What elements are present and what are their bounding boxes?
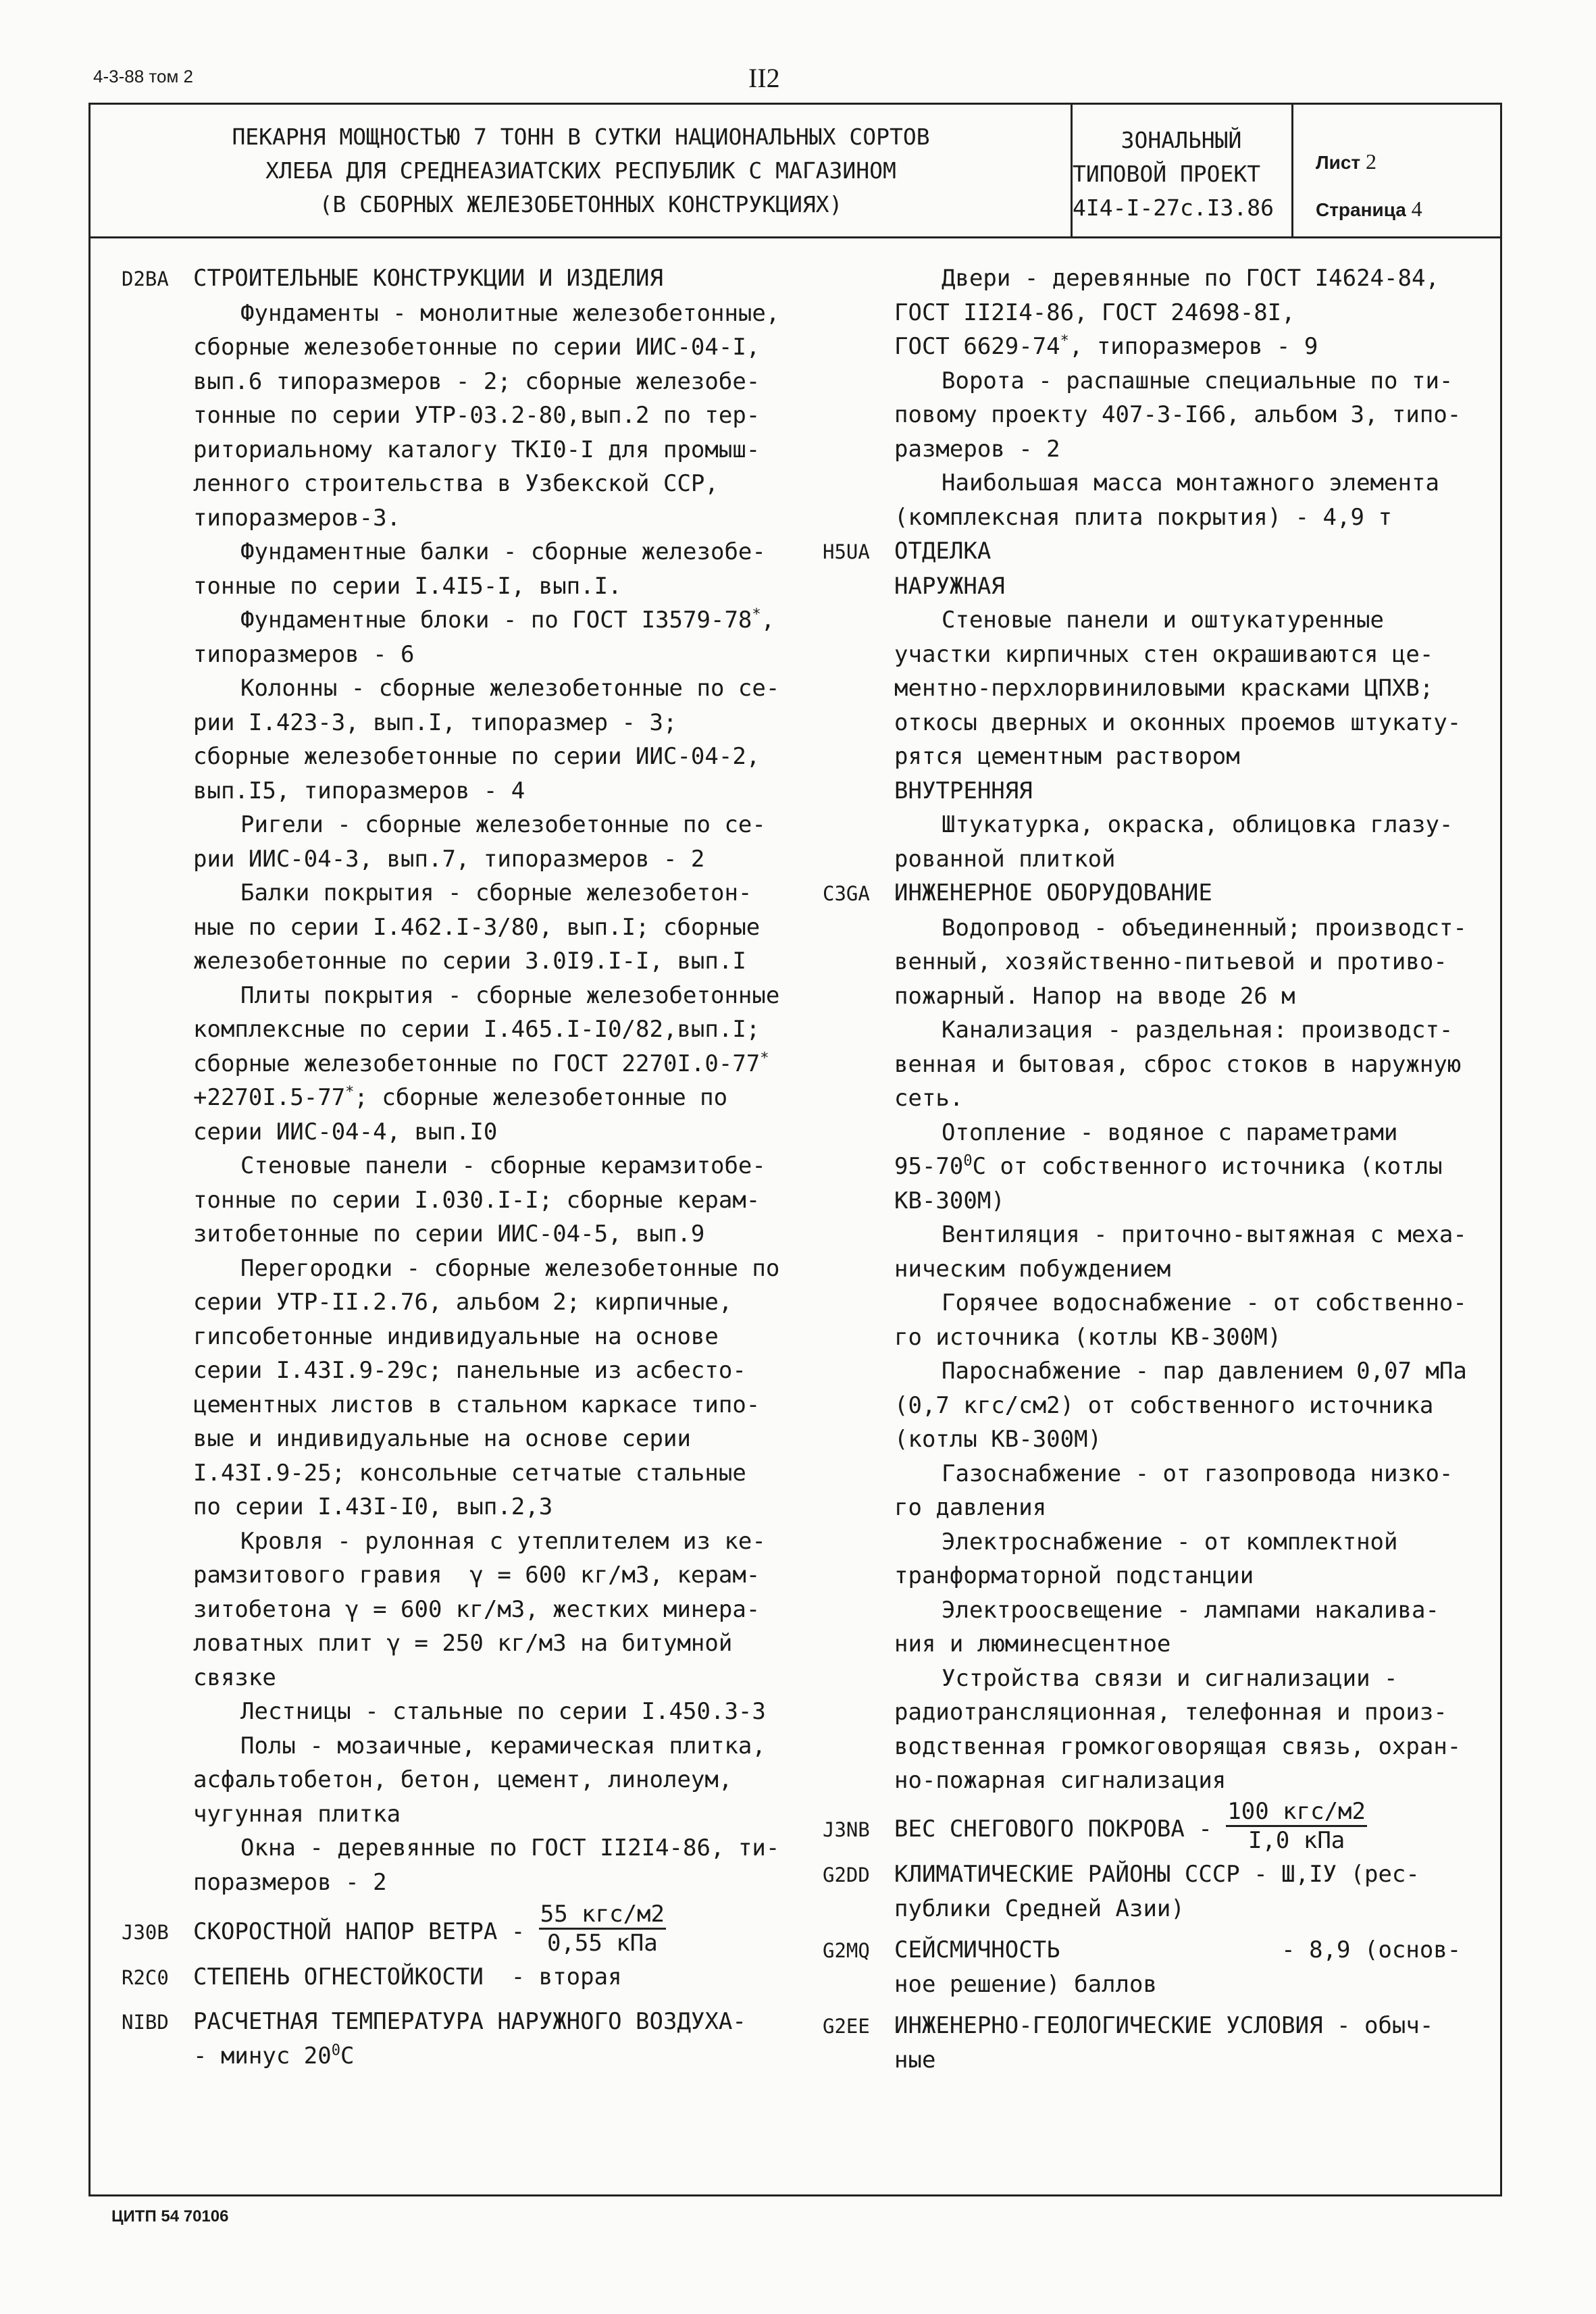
text-line bbox=[823, 740, 1467, 774]
text: рии I.423-3, вып.I, типоразмер - 3; bbox=[193, 709, 677, 736]
project-line: ТИПОВОЙ ПРОЕКТ bbox=[1073, 161, 1261, 187]
section-heading bbox=[122, 2005, 779, 2040]
subsection-heading bbox=[823, 774, 1467, 808]
text-line bbox=[122, 603, 779, 638]
section-code: G2EE bbox=[823, 2014, 870, 2038]
text-line bbox=[122, 1320, 779, 1354]
text: тонные по серии I.030.I-I; сборные керам- bbox=[193, 1186, 761, 1214]
text-line bbox=[823, 296, 1467, 330]
text-line bbox=[122, 1081, 779, 1115]
text: Фундаментные балки - сборные железобе- bbox=[240, 538, 766, 565]
text: +2270I.5-77 bbox=[193, 1084, 346, 1111]
text-line bbox=[823, 671, 1467, 706]
text-line bbox=[823, 911, 1467, 946]
section-code: G2DD bbox=[823, 1863, 870, 1886]
text-line bbox=[122, 910, 779, 945]
section-title: ВЕС СНЕГОВОГО ПОКРОВА - bbox=[894, 1815, 1227, 1843]
sheet-value: 2 bbox=[1365, 149, 1376, 174]
title-line: ХЛЕБА ДЛЯ СРЕДНЕАЗИАТСКИХ РЕСПУБЛИК С МАГАЗИНОМ bbox=[265, 157, 896, 184]
text: ; сборные железобетонные по bbox=[354, 1084, 728, 1111]
text: ВНУТРЕННЯЯ bbox=[894, 777, 1033, 804]
text: Балки покрытия - сборные железобетон- bbox=[240, 879, 752, 906]
text-line bbox=[122, 1149, 779, 1183]
text-line bbox=[122, 944, 779, 979]
text-line bbox=[823, 1525, 1467, 1560]
text: Вентиляция - приточно-вытяжная с меха- bbox=[942, 1221, 1467, 1248]
text: ГОСТ II2I4-86, ГОСТ 24698-8I, bbox=[894, 299, 1295, 326]
text-line bbox=[122, 1422, 779, 1456]
text-line bbox=[823, 261, 1467, 296]
section-heading bbox=[823, 876, 1467, 911]
text: водственная громкоговорящая связь, охран- bbox=[894, 1732, 1462, 1760]
asterisk-mark: * bbox=[752, 606, 761, 623]
text-line bbox=[122, 330, 779, 365]
section-title: РАСЧЕТНАЯ ТЕМПЕРАТУРА НАРУЖНОГО ВОЗДУХА- bbox=[193, 2007, 746, 2035]
section-title: СЕЙСМИЧНОСТЬ - 8,9 (основ- bbox=[894, 1936, 1462, 1963]
section-title: СКОРОСТНОЙ НАПОР ВЕТРА - bbox=[193, 1918, 539, 1945]
text: Ворота - распашные специальные по ти- bbox=[942, 367, 1453, 394]
text: венная и бытовая, сброс стоков в наружную bbox=[894, 1050, 1462, 1078]
text-line bbox=[122, 1626, 779, 1661]
project-line: ЗОНАЛЬНЫЙ bbox=[1121, 127, 1242, 153]
title-line: (В СБОРНЫХ ЖЕЛЕЗОБЕТОННЫХ КОНСТРУКЦИЯХ) bbox=[319, 191, 843, 217]
text-line bbox=[122, 808, 779, 842]
section-heading bbox=[122, 261, 779, 297]
section-code: H5UA bbox=[823, 540, 870, 563]
title-block-column-divider bbox=[1291, 103, 1293, 236]
text-line bbox=[823, 1354, 1467, 1389]
text-line bbox=[823, 1286, 1467, 1320]
text-line bbox=[122, 671, 779, 706]
text: типоразмеров - 6 bbox=[193, 640, 415, 668]
snow-load-fraction bbox=[1226, 1798, 1367, 1854]
text: (комплексная плита покрытия) - 4,9 т bbox=[894, 503, 1392, 531]
section-title: КЛИМАТИЧЕСКИЕ РАЙОНЫ СССР - Ш,IУ (рес- bbox=[894, 1860, 1420, 1888]
text-line bbox=[823, 1081, 1467, 1116]
text-line bbox=[122, 1456, 779, 1491]
text-line bbox=[823, 1048, 1467, 1082]
text-line bbox=[823, 1695, 1467, 1730]
text: пожарный. Напор на вводе 26 м bbox=[894, 982, 1295, 1010]
text: по серии I.43I-I0, вып.2,3 bbox=[193, 1493, 553, 1520]
text: Перегородки - сборные железобетонные по bbox=[240, 1254, 780, 1282]
text-line bbox=[823, 1389, 1467, 1423]
page-number: II2 bbox=[748, 63, 780, 93]
text-line bbox=[122, 1797, 779, 1832]
left-column bbox=[122, 261, 779, 2074]
text: I.43I.9-25; консольные сетчатые стальные bbox=[193, 1459, 746, 1487]
text-line bbox=[823, 808, 1467, 842]
section-heading bbox=[823, 1797, 1467, 1855]
section-code: C3GA bbox=[823, 882, 870, 905]
text: серии ИИС-04-4, вып.I0 bbox=[193, 1118, 498, 1146]
text-line bbox=[823, 500, 1467, 535]
text-line bbox=[823, 1013, 1467, 1048]
text: сборные железобетонные по серии ИИС-04-2, bbox=[193, 743, 761, 770]
text: вып.I5, типоразмеров - 4 bbox=[193, 777, 525, 804]
subsection-heading bbox=[823, 569, 1467, 604]
text-line bbox=[823, 1892, 1467, 1926]
text-line bbox=[122, 1217, 779, 1252]
fraction-denominator: 0,55 кПа bbox=[546, 1930, 658, 1957]
text: венный, хозяйственно-питьевой и противо- bbox=[894, 948, 1447, 975]
section-title: ИНЖЕНЕРНОЕ ОБОРУДОВАНИЕ bbox=[894, 879, 1212, 906]
text: асфальтобетон, бетон, цемент, линолеум, bbox=[193, 1766, 733, 1793]
text: , типоразмеров - 9 bbox=[1069, 333, 1318, 360]
section-code: R2C0 bbox=[122, 1966, 169, 1989]
text-line bbox=[122, 1047, 779, 1081]
text-line bbox=[823, 330, 1467, 364]
text-line bbox=[122, 1115, 779, 1150]
text-line bbox=[122, 1729, 779, 1764]
text-line bbox=[823, 1559, 1467, 1593]
section-heading bbox=[823, 1933, 1467, 1968]
text: 95-70 bbox=[894, 1153, 964, 1180]
text-line bbox=[823, 1252, 1467, 1287]
text-line bbox=[823, 466, 1467, 500]
text-line bbox=[823, 1593, 1467, 1628]
text-line bbox=[122, 1354, 779, 1388]
text-line bbox=[823, 1184, 1467, 1218]
fraction-numerator: 100 кгс/м2 bbox=[1226, 1798, 1367, 1827]
text-line bbox=[823, 706, 1467, 740]
section-code: J3NB bbox=[823, 1818, 870, 1841]
text: сеть. bbox=[894, 1085, 964, 1112]
text: Стеновые панели - сборные керамзитобе- bbox=[240, 1152, 766, 1179]
text-line bbox=[122, 638, 779, 672]
text: тонные по серии I.4I5-I, вып.I. bbox=[193, 572, 622, 600]
text-line bbox=[823, 1491, 1467, 1525]
section-heading bbox=[823, 1857, 1467, 1893]
text: Устройства связи и сигнализации - bbox=[942, 1664, 1398, 1692]
text: радиотрансляционная, телефонная и произ- bbox=[894, 1699, 1447, 1726]
document-reference: 4-3-88 том 2 bbox=[93, 66, 194, 86]
text: чугунная плитка bbox=[193, 1800, 401, 1828]
text: откосы дверных и оконных проемов штукату- bbox=[894, 709, 1462, 736]
text: Фундаментные блоки - по ГОСТ I3579-78 bbox=[240, 607, 752, 634]
text: - минус 20 bbox=[193, 2042, 332, 2069]
text: Фундаменты - монолитные железобетонные, bbox=[240, 299, 780, 327]
text-line bbox=[122, 1524, 779, 1559]
text: ническим побуждением bbox=[894, 1255, 1171, 1283]
text: но-пожарная сигнализация bbox=[894, 1767, 1227, 1794]
text: НАРУЖНАЯ bbox=[894, 572, 1005, 600]
text-line bbox=[823, 1218, 1467, 1252]
text: Пароснабжение - пар давлением 0,07 мПа bbox=[942, 1358, 1467, 1385]
text: рамзитового гравия γ = 600 кг/м3, керам- bbox=[193, 1562, 761, 1589]
text: размеров - 2 bbox=[894, 435, 1060, 463]
text: сборные железобетонные по ГОСТ 2270I.0-77 bbox=[193, 1050, 761, 1077]
text-line bbox=[122, 1183, 779, 1218]
page-index bbox=[1316, 178, 1422, 241]
text-line bbox=[122, 569, 779, 604]
text: С от собственного источника (котлы bbox=[972, 1153, 1443, 1180]
text-line bbox=[823, 364, 1467, 398]
text: го давления bbox=[894, 1494, 1047, 1521]
sheet-label: Лист bbox=[1316, 152, 1361, 173]
section-heading bbox=[823, 534, 1467, 569]
text: ленного строительства в Узбекской ССР, bbox=[193, 470, 719, 497]
text-line bbox=[122, 774, 779, 808]
text-line bbox=[122, 1558, 779, 1593]
text-line bbox=[122, 1695, 779, 1729]
text: Лестницы - стальные по серии I.450.3-3 bbox=[240, 1698, 766, 1725]
text-line bbox=[122, 535, 779, 569]
section-heading bbox=[823, 2009, 1467, 2044]
text-line bbox=[122, 740, 779, 774]
text: типоразмеров-3. bbox=[193, 504, 401, 532]
text: зитобетона γ = 600 кг/м3, жестких минера- bbox=[193, 1595, 761, 1623]
text-line bbox=[122, 297, 779, 331]
text: поразмеров - 2 bbox=[193, 1868, 387, 1896]
text-line bbox=[823, 1968, 1467, 2002]
text: рятся цементным раствором bbox=[894, 743, 1240, 770]
text-line bbox=[823, 979, 1467, 1014]
text-line bbox=[823, 1150, 1467, 1184]
text: Ригели - сборные железобетонные по се- bbox=[240, 811, 766, 838]
text: Наибольшая масса монтажного элемента bbox=[942, 469, 1439, 496]
degree-mark: 0 bbox=[331, 2042, 340, 2059]
text: Полы - мозаичные, керамическая плитка, bbox=[240, 1732, 766, 1759]
text: Отопление - водяное с параметрами bbox=[942, 1119, 1398, 1146]
text-line bbox=[823, 1422, 1467, 1457]
text-line bbox=[823, 1116, 1467, 1150]
text: Штукатурка, окраска, облицовка глазу- bbox=[942, 811, 1453, 838]
text: рованной плиткой bbox=[894, 845, 1116, 873]
text: сборные железобетонные по серии ИИС-04-I, bbox=[193, 334, 761, 361]
text: цементных листов в стальном каркасе типо- bbox=[193, 1391, 761, 1418]
section-heading bbox=[122, 1960, 779, 1995]
text: (котлы КВ-300М) bbox=[894, 1426, 1102, 1453]
text: Двери - деревянные по ГОСТ I4624-84, bbox=[942, 265, 1439, 292]
fraction-numerator: 55 кгс/м2 bbox=[539, 1901, 666, 1930]
text: тонные по серии УТР-03.2-80,вып.2 по тер- bbox=[193, 402, 761, 429]
text: Электроосвещение - лампами накалива- bbox=[942, 1596, 1439, 1624]
text: С bbox=[340, 2042, 355, 2069]
page-value: 4 bbox=[1411, 197, 1422, 221]
text-line bbox=[823, 1627, 1467, 1662]
text-line bbox=[122, 1866, 779, 1900]
text-line bbox=[823, 945, 1467, 979]
text: участки кирпичных стен окрашиваются це- bbox=[894, 640, 1434, 668]
text: Окна - деревянные по ГОСТ II2I4-86, ти- bbox=[240, 1834, 780, 1861]
text-line bbox=[122, 365, 779, 399]
text: серии УТР-II.2.76, альбом 2; кирпичные, bbox=[193, 1289, 733, 1316]
text: серии I.43I.9-29с; панельные из асбесто- bbox=[193, 1357, 746, 1384]
text: ловатных плит γ = 250 кг/м3 на битумной bbox=[193, 1630, 733, 1657]
printer-stamp: ЦИТП 54 70106 bbox=[111, 2207, 229, 2226]
text-line bbox=[823, 1662, 1467, 1696]
asterisk-mark: * bbox=[345, 1083, 355, 1101]
text: комплексные по серии I.465.I-I0/82,вып.I; bbox=[193, 1016, 761, 1043]
section-code: NIBD bbox=[122, 2010, 169, 2034]
text-line bbox=[122, 1285, 779, 1320]
text: связке bbox=[193, 1664, 276, 1691]
project-code: 4I4-I-27с.I3.86 bbox=[1073, 195, 1275, 221]
text: повому проекту 407-3-I66, альбом 3, типо- bbox=[894, 401, 1462, 428]
text: КВ-300М) bbox=[894, 1187, 1005, 1214]
title-line: ПЕКАРНЯ МОЩНОСТЬЮ 7 ТОНН В СУТКИ НАЦИОНАЛЬНЫХ СОРТОВ bbox=[232, 124, 930, 150]
text-line bbox=[122, 2039, 779, 2074]
text-line bbox=[823, 398, 1467, 432]
section-title: СТРОИТЕЛЬНЫЕ КОНСТРУКЦИИ И ИЗДЕЛИЯ bbox=[193, 265, 663, 292]
text: Канализация - раздельная: производст- bbox=[942, 1017, 1453, 1044]
project-title bbox=[95, 120, 1067, 222]
text-line bbox=[823, 842, 1467, 877]
text: ные по серии I.462.I-3/80, вып.I; сборные bbox=[193, 913, 761, 941]
section-code: D2BA bbox=[122, 267, 169, 290]
fraction-denominator: I,0 кПа bbox=[1247, 1826, 1345, 1854]
text-line bbox=[122, 1661, 779, 1695]
text-line bbox=[122, 1831, 779, 1866]
asterisk-mark: * bbox=[1060, 332, 1069, 350]
text-line bbox=[122, 979, 779, 1013]
text: Стеновые панели и оштукатуренные bbox=[942, 607, 1385, 634]
section-title: СТЕПЕНЬ ОГНЕСТОЙКОСТИ - вторая bbox=[193, 1963, 622, 1990]
text-line bbox=[122, 1252, 779, 1286]
text-line bbox=[122, 706, 779, 740]
text: Газоснабжение - от газопровода низко- bbox=[942, 1460, 1453, 1487]
text-line bbox=[122, 842, 779, 877]
text: Колонны - сборные железобетонные по се- bbox=[240, 675, 780, 702]
text: ния и люминесцентное bbox=[894, 1630, 1171, 1657]
sheet-cell bbox=[1316, 130, 1422, 241]
page-label: Страница bbox=[1316, 199, 1406, 220]
project-type-cell bbox=[1073, 124, 1290, 225]
text-line bbox=[823, 1730, 1467, 1764]
text: железобетонные по серии 3.0I9.I-I, вып.I bbox=[193, 948, 746, 975]
text-line bbox=[122, 1012, 779, 1047]
section-title: ИНЖЕНЕРНО-ГЕОЛОГИЧЕСКИЕ УСЛОВИЯ - обыч- bbox=[894, 2011, 1434, 2039]
degree-mark: 0 bbox=[963, 1152, 973, 1170]
text: Водопровод - объединенный; производст- bbox=[942, 914, 1467, 942]
text-line bbox=[122, 1593, 779, 1627]
text: Кровля - рулонная с утеплителем из ке- bbox=[240, 1527, 766, 1555]
text-line bbox=[823, 1764, 1467, 1798]
section-title: ОТДЕЛКА bbox=[894, 538, 992, 565]
text-line bbox=[122, 876, 779, 910]
text: ные bbox=[894, 2047, 936, 2074]
section-code: J30B bbox=[122, 1921, 169, 1944]
text-line bbox=[122, 1763, 779, 1797]
text-line bbox=[122, 1490, 779, 1524]
text: ное решение) баллов bbox=[894, 1971, 1157, 1998]
text: (0,7 кгс/см2) от собственного источника bbox=[894, 1391, 1434, 1419]
text: вып.6 типоразмеров - 2; сборные железобе- bbox=[193, 367, 761, 395]
text: Электроснабжение - от комплектной bbox=[942, 1528, 1398, 1555]
text: транформаторной подстанции bbox=[894, 1562, 1254, 1589]
text-line bbox=[122, 501, 779, 536]
text: риториальному каталогу ТКI0-I для промыш- bbox=[193, 436, 761, 463]
text-line bbox=[122, 467, 779, 501]
section-code: G2MQ bbox=[823, 1938, 870, 1962]
text: ГОСТ 6629-74 bbox=[894, 333, 1060, 360]
text-line bbox=[122, 433, 779, 467]
section-heading bbox=[122, 1901, 779, 1957]
asterisk-mark: * bbox=[760, 1050, 769, 1067]
text: зитобетонные по серии ИИС-04-5, вып.9 bbox=[193, 1220, 705, 1248]
text: го источника (котлы КВ-300М) bbox=[894, 1323, 1282, 1351]
text-line bbox=[823, 2043, 1467, 2078]
text: вые и индивидуальные на основе серии bbox=[193, 1425, 691, 1452]
text-line bbox=[823, 1320, 1467, 1355]
text-line bbox=[823, 1457, 1467, 1491]
text-line bbox=[823, 638, 1467, 672]
text: гипсобетонные индивидуальные на основе bbox=[193, 1322, 719, 1350]
text: Плиты покрытия - сборные железобетонные bbox=[240, 981, 780, 1009]
text-line bbox=[823, 603, 1467, 638]
text-line bbox=[122, 1388, 779, 1422]
text-line bbox=[122, 398, 779, 433]
text-line bbox=[823, 432, 1467, 467]
right-column bbox=[823, 261, 1467, 2078]
wind-pressure-fraction bbox=[539, 1901, 666, 1957]
text: публики Средней Азии) bbox=[894, 1895, 1185, 1922]
title-block-divider bbox=[88, 236, 1502, 238]
text: рии ИИС-04-3, вып.7, типоразмеров - 2 bbox=[193, 845, 705, 873]
text: , bbox=[761, 607, 775, 634]
text: Горячее водоснабжение - от собственно- bbox=[942, 1289, 1467, 1316]
text: ментно-перхлорвиниловыми красками ЦПХВ; bbox=[894, 675, 1434, 702]
